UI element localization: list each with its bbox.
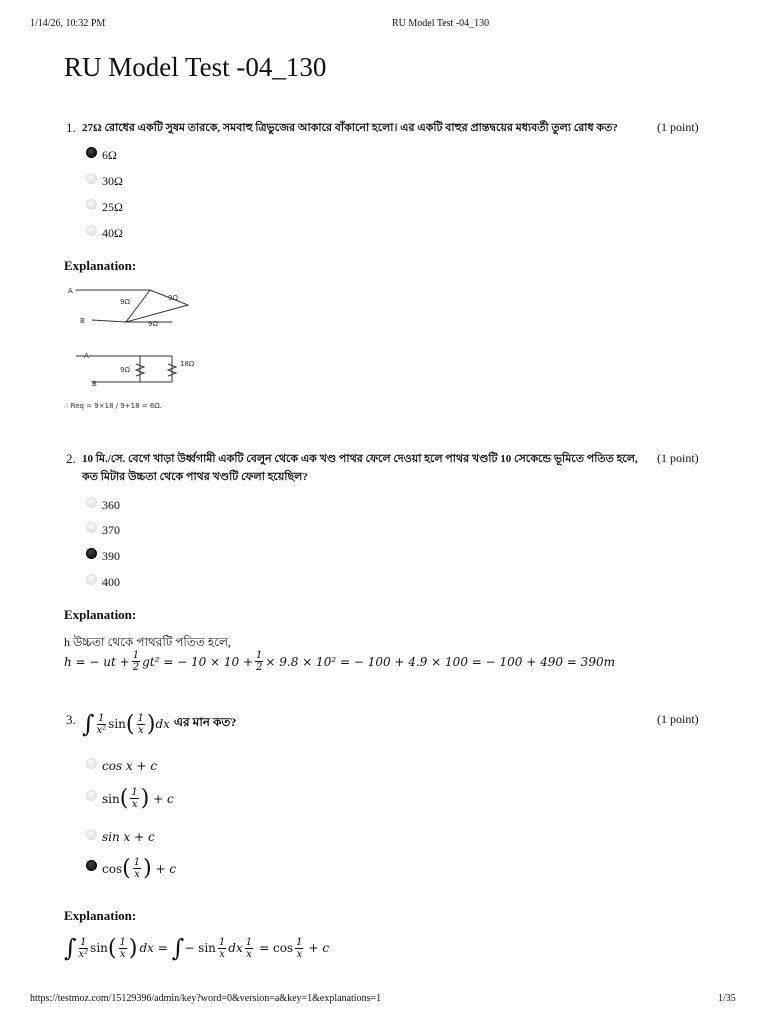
sketch-label-r4: 9Ω bbox=[120, 366, 130, 374]
question-3-points: (1 point) bbox=[657, 712, 699, 726]
question-1-option-2[interactable]: 30Ω bbox=[86, 174, 123, 189]
handwritten-circuit-sketch bbox=[62, 282, 212, 417]
question-3-text: ∫ $\frac{1}{\text{x²}}$ sin ( $\frac{1}{x}$ ) dx এর মান কত? bbox=[82, 710, 237, 738]
radio-icon[interactable] bbox=[86, 758, 97, 769]
sketch-label-r2: 9Ω bbox=[168, 294, 178, 302]
question-1-text: 27Ω রোধের একটি সুষম তারকে, সমবাহু ত্রিভুজের আকারে বাঁকানো হলো। এর একটি বাহুর প্রান্তদ্বয়ের মধ্যবর্তী তুল্য রোধ কত? bbox=[82, 122, 618, 134]
question-1-points: (1 point) bbox=[657, 120, 699, 134]
question-3-option-2[interactable]: sin ( $\frac{1}{x}$ ) + c bbox=[86, 786, 174, 811]
question-2-text: 10 মি./সে. বেগে খাড়া উর্ধ্বগামী একটি বেলুন থেকে এক খণ্ড পাথর ফেলে দেওয়া হলে পাথর খণ্ডটি 10 সেকেন্ডে ভূমিতে পতিত হলে, কত মিটার উচ্চতা থেকে পাথর খণ্ডটি ফেলা হয়েছিল? bbox=[82, 453, 638, 483]
question-3-number: 3. bbox=[66, 712, 76, 727]
radio-icon[interactable] bbox=[86, 829, 97, 840]
sketch-label-r3: 9Ω bbox=[148, 320, 158, 328]
question-2-explanation-label: Explanation: bbox=[64, 607, 137, 622]
radio-selected-icon[interactable] bbox=[86, 548, 97, 559]
sketch-label-a: A bbox=[68, 287, 73, 295]
sketch-label-r5: 18Ω bbox=[180, 360, 195, 368]
sketch-label-a2: A bbox=[84, 352, 89, 360]
question-2-option-3[interactable]: 390 bbox=[86, 549, 120, 564]
question-2-explanation-equation: h = − ut + $\frac{1}{2}$ gt² = − 10 × 10 + $\frac{1}{2}$ × 9.8 × 10² = − 100 + 4.9 × 100 = − 100 + 490 = 390m bbox=[64, 650, 615, 673]
question-3-explanation-equation: ∫ $\frac{1}{\text{x²}}$ sin ( $\frac{1}{x}$ ) dx = ∫ − sin $\frac{1}{x}$ dx $\frac{1}{x}$ = cos $\frac{1}{x}$ + c bbox=[64, 934, 330, 962]
page-title: RU Model Test -04_130 bbox=[64, 52, 327, 82]
radio-icon[interactable] bbox=[86, 173, 97, 184]
radio-icon[interactable] bbox=[86, 522, 97, 533]
question-1-option-4[interactable]: 40Ω bbox=[86, 226, 123, 241]
sketch-formula: ∴ Req = 9×18 / 9+18 = 6Ω. bbox=[64, 402, 162, 410]
radio-selected-icon[interactable] bbox=[86, 147, 97, 158]
print-page-number: 1/35 bbox=[718, 993, 736, 1004]
question-3-option-4[interactable]: cos ( $\frac{1}{x}$ ) + c bbox=[86, 856, 176, 881]
question-2-number: 2. bbox=[66, 451, 76, 466]
radio-icon[interactable] bbox=[86, 199, 97, 210]
radio-icon[interactable] bbox=[86, 790, 97, 801]
print-datetime: 1/14/26, 10:32 PM bbox=[30, 18, 106, 29]
sketch-label-r1: 9Ω bbox=[120, 298, 130, 306]
radio-icon[interactable] bbox=[86, 574, 97, 585]
question-1-option-3[interactable]: 25Ω bbox=[86, 200, 123, 215]
sketch-label-b2: B bbox=[92, 380, 97, 388]
radio-selected-icon[interactable] bbox=[86, 860, 97, 871]
question-2-option-2[interactable]: 370 bbox=[86, 523, 120, 538]
print-doc-title: RU Model Test -04_130 bbox=[392, 18, 490, 29]
question-1-option-1[interactable]: 6Ω bbox=[86, 148, 117, 163]
question-3-option-1[interactable]: cos x + c bbox=[86, 759, 157, 773]
question-2-option-4[interactable]: 400 bbox=[86, 575, 120, 590]
question-3-explanation-label: Explanation: bbox=[64, 908, 137, 923]
radio-icon[interactable] bbox=[86, 497, 97, 508]
question-1-explanation-label: Explanation: bbox=[64, 258, 137, 273]
question-2-points: (1 point) bbox=[657, 451, 699, 465]
question-1-number: 1. bbox=[66, 120, 76, 135]
sketch-label-b: B bbox=[80, 317, 85, 325]
question-2-explanation-text: h উচ্চতা থেকে পাথরটি পতিত হলে, bbox=[64, 635, 231, 649]
print-url: https://testmoz.com/15129396/admin/key?word=0&version=a&key=1&explanations=1 bbox=[30, 993, 382, 1004]
question-3-option-3[interactable]: sin x + c bbox=[86, 830, 155, 844]
question-2-option-1[interactable]: 360 bbox=[86, 498, 120, 513]
radio-icon[interactable] bbox=[86, 225, 97, 236]
